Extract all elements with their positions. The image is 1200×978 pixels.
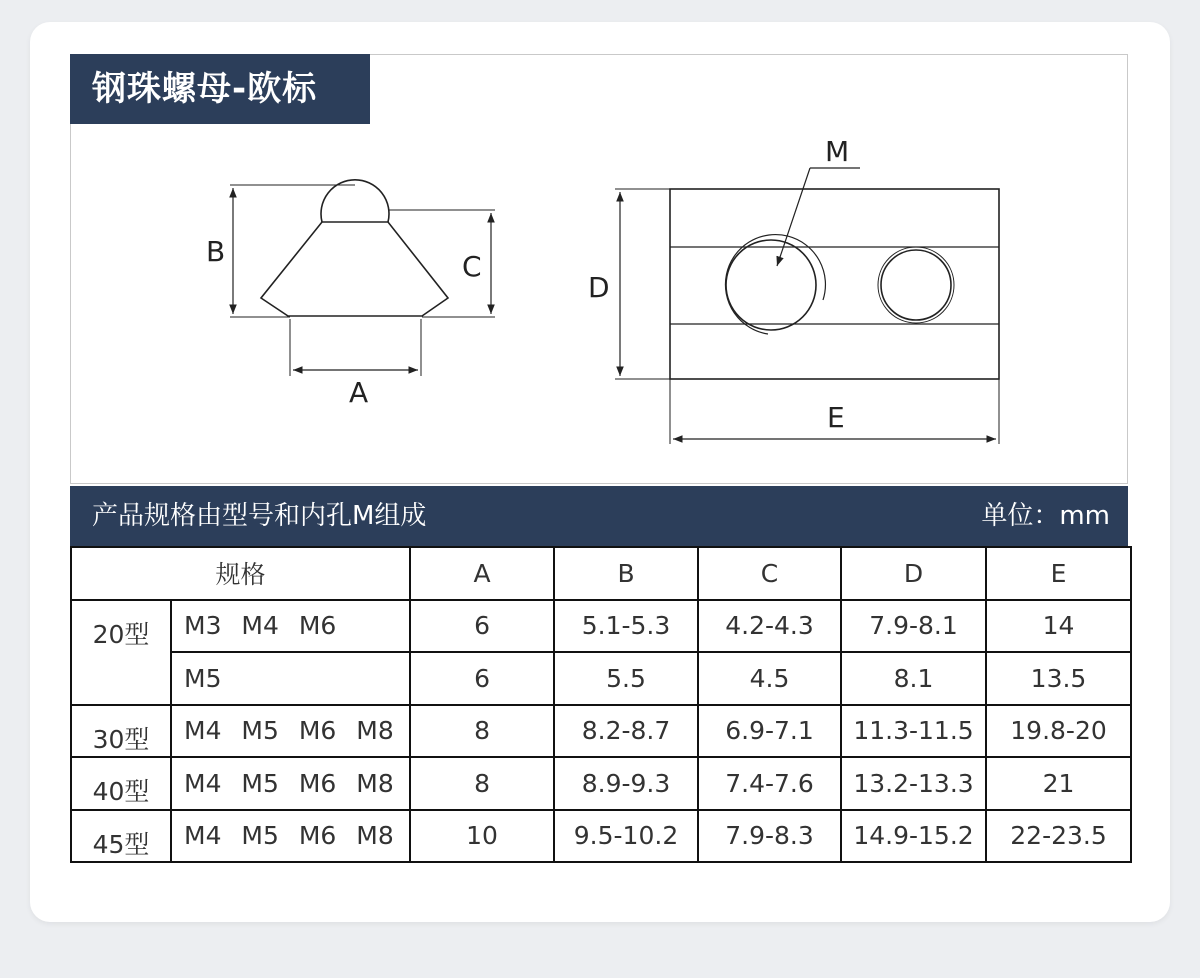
model-cell: 45型 bbox=[71, 810, 171, 863]
cell-C: 4.5 bbox=[698, 652, 841, 705]
top-view bbox=[615, 168, 999, 444]
col-header-spec: 规格 bbox=[71, 547, 410, 600]
model-cell: 30型 bbox=[71, 705, 171, 758]
cell-A: 6 bbox=[410, 600, 554, 653]
unit-label: 单位：mm bbox=[981, 501, 1110, 531]
model-cell: 40型 bbox=[71, 757, 171, 810]
cell-D: 14.9-15.2 bbox=[841, 810, 986, 863]
table-row bbox=[71, 652, 1131, 705]
table-row bbox=[71, 705, 1131, 758]
cell-B: 5.5 bbox=[554, 652, 698, 705]
cell-A: 8 bbox=[410, 705, 554, 758]
col-header-B: B bbox=[554, 547, 698, 600]
col-header-C: C bbox=[698, 547, 841, 600]
label-M: M bbox=[825, 135, 850, 168]
table-description: 产品规格由型号和内孔M组成 bbox=[92, 501, 427, 531]
col-header-A: A bbox=[410, 547, 554, 600]
table-row bbox=[71, 810, 1131, 863]
sizes-cell: M4 M5 M6 M8 bbox=[171, 810, 410, 863]
cell-B: 8.9-9.3 bbox=[554, 757, 698, 810]
model-cell: 20型 bbox=[71, 600, 171, 705]
table-header-bar bbox=[70, 486, 1128, 546]
cell-E: 21 bbox=[986, 757, 1131, 810]
cell-A: 6 bbox=[410, 652, 554, 705]
cell-E: 14 bbox=[986, 600, 1131, 653]
sizes-cell: M3 M4 M6 bbox=[171, 600, 410, 653]
sizes-cell: M4 M5 M6 M8 bbox=[171, 705, 410, 758]
cell-D: 7.9-8.1 bbox=[841, 600, 986, 653]
cell-E: 22-23.5 bbox=[986, 810, 1131, 863]
col-header-D: D bbox=[841, 547, 986, 600]
page-title: 钢珠螺母-欧标 bbox=[70, 54, 370, 124]
cell-D: 8.1 bbox=[841, 652, 986, 705]
label-D: D bbox=[588, 271, 610, 304]
cell-C: 6.9-7.1 bbox=[698, 705, 841, 758]
cell-A: 10 bbox=[410, 810, 554, 863]
nut-profile bbox=[261, 222, 448, 316]
ball-arc bbox=[321, 180, 389, 222]
table-header-row bbox=[71, 547, 1131, 600]
cell-D: 11.3-11.5 bbox=[841, 705, 986, 758]
spec-table bbox=[70, 546, 1132, 863]
label-B: B bbox=[206, 235, 226, 268]
cell-B: 8.2-8.7 bbox=[554, 705, 698, 758]
label-C: C bbox=[462, 250, 482, 283]
table-row bbox=[71, 600, 1131, 653]
label-E: E bbox=[827, 401, 845, 434]
cell-C: 7.4-7.6 bbox=[698, 757, 841, 810]
cell-C: 7.9-8.3 bbox=[698, 810, 841, 863]
sizes-cell: M5 bbox=[171, 652, 410, 705]
cell-B: 9.5-10.2 bbox=[554, 810, 698, 863]
nut-body bbox=[670, 189, 999, 379]
col-header-E: E bbox=[986, 547, 1131, 600]
sizes-cell: M4 M5 M6 M8 bbox=[171, 757, 410, 810]
cell-E: 13.5 bbox=[986, 652, 1131, 705]
cell-E: 19.8-20 bbox=[986, 705, 1131, 758]
label-A: A bbox=[349, 376, 369, 409]
cell-D: 13.2-13.3 bbox=[841, 757, 986, 810]
table-row bbox=[71, 757, 1131, 810]
cell-B: 5.1-5.3 bbox=[554, 600, 698, 653]
cell-A: 8 bbox=[410, 757, 554, 810]
cell-C: 4.2-4.3 bbox=[698, 600, 841, 653]
side-view bbox=[230, 180, 495, 376]
